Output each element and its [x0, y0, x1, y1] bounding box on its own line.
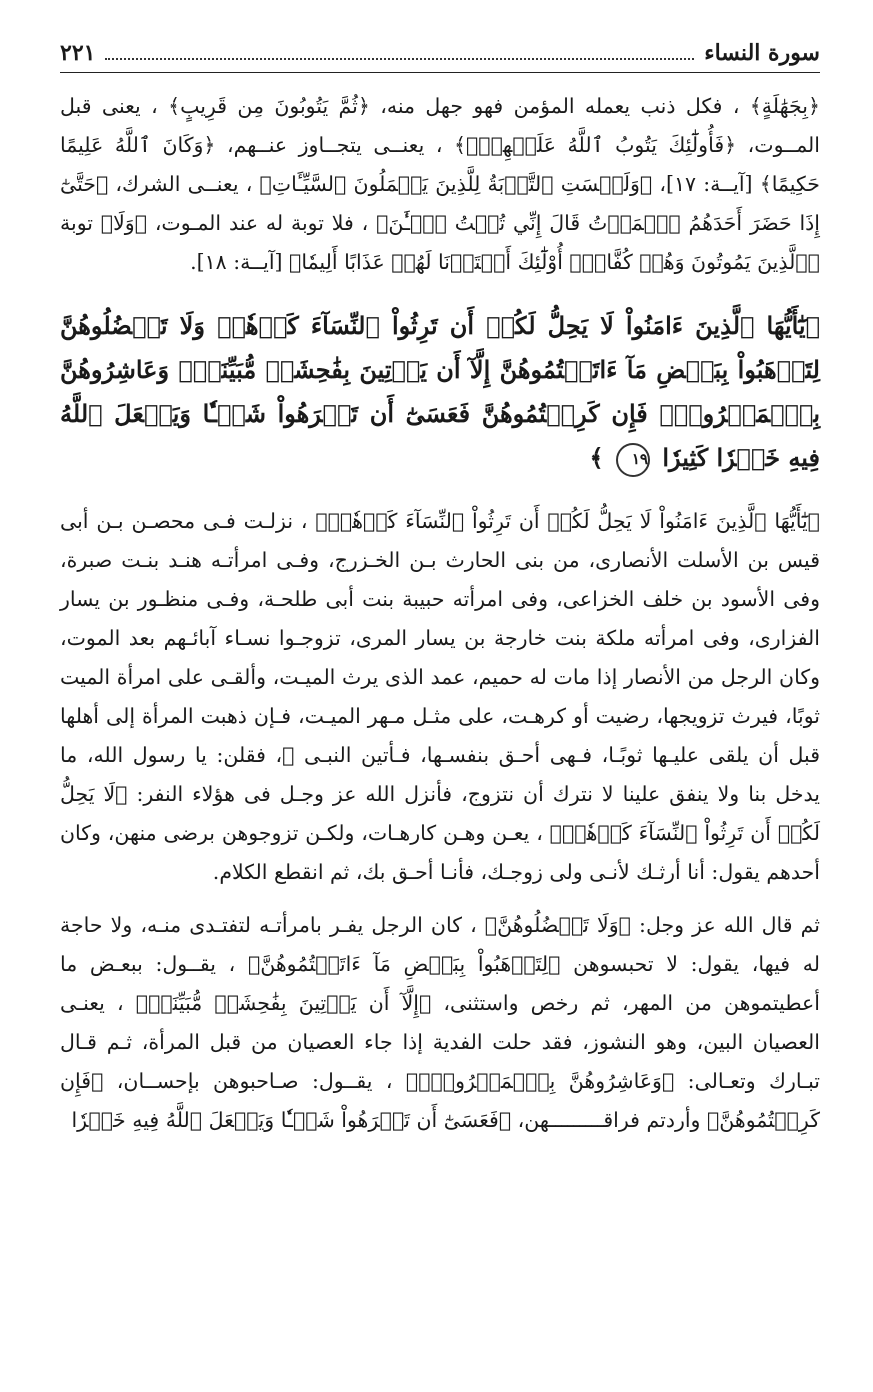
paragraph-2: ﴿يَٰٓأَيُّهَا ٱلَّذِينَ ءَامَنُواْ لَا يَحِلُّ لَكُمۡ أَن تَرِثُواْ ٱلنِّسَآءَ كَرۡهٗاۖ﴾ ، نزلـت فـى محصـن بـن أبى قيس بن الأسلت الأنصارى، من بنى الحارث بـن الخـزرج، وفـى امرأتـه هنـد بنـت صبرة، وفى الأسود بن خلف الخزاعى، وفى امرأته حبيبة بنت أبى طلحـة، وفـى منظـور بن يسار الفزارى، وفى امرأته ملكة بنت خارجة بن يسار المرى، تزوجـوا نسـاء آبائـهم بعد الموت، وكان الرجل من الأنصار إذا مات له حميم، عمد الذى يرث الميـت، وألقـى على امرأة الميت ثوبًا، فيرث تزويجها، رضيت أو كرهـت، على مثـل مـهر الميـت، فـإن ذهبت المرأة إلى أهلها قبل أن يلقى عليـها ثوبًـا، فـهى أحـق بنفسـها، فـأتين النبـى ﷺ، فقلن: يا رسول الله، ما يدخل بنا ولا ينفق علينا لا نترك أن نتزوج، فأنزل الله عز وجـل فى هؤلاء النفر: ﴿لَا يَحِلُّ لَكُمۡ أَن تَرِثُواْ ٱلنِّسَآءَ كَرۡهٗاۖ﴾ ، يعـن وهـن كارهـات، ولكـن تزوجوهن برضى منهن، وكان أحدهم يقول: أنا أرثـك لأنـى ولى زوجـك، فأنـا أحـق بك، ثم انقطع الكلام.	[60, 509, 820, 884]
page	[60, 40, 820, 1370]
page-number: ٢٢١	[60, 40, 96, 66]
running-header	[60, 40, 820, 73]
verse-number-badge: ١٩	[616, 443, 650, 477]
quran-verse-block	[60, 304, 820, 480]
paragraph-gap	[60, 892, 820, 906]
paragraph-3: ثم قال الله عز وجل: ﴿وَلَا تَعۡضُلُوهُنَّ﴾ ، كان الرجل يفـر بامرأتـه لتفتـدى منـه، ولا حاجة له فيها، يقول: لا تحبسوهن ﴿لِتَذۡهَبُواْ بِبَعۡضِ مَآ ءَاتَيۡتُمُوهُنَّ﴾ ، يقــول: ببعـض ما أعطيتموهن من المهر، ثم رخص واستثنى، ﴿إِلَّآ أَن يَأۡتِينَ بِفَٰحِشَةٖ مُّبَيِّنَةٖ﴾ ، يعنـى العصيان البين، وهو النشوز، فقد حلت الفدية إذا جاء العصيان من قبل المرأة، ثـم قـال تبـارك وتعـالى: ﴿وَعَاشِرُوهُنَّ بِٱلۡمَعۡرُوفِۚ﴾ ، يقــول: صـاحبوهن بإحســان، ﴿فَإِن كَرِهۡتُمُوهُنَّ﴾ وأردتم فراقـــــــــهن، ﴿فَعَسَىٰٓ أَن تَكۡرَهُواْ شَيۡـٔٗا وَيَجۡعَلَ ٱللَّهُ فِيهِ خَيۡرٗا	[60, 913, 820, 1132]
paragraph-1: ﴿بِجَهَٰلَةٍ﴾ ، فكل ذنب يعمله المؤمن فهو جهل منه، ﴿ثُمَّ يَتُوبُونَ مِن قَرِيبٍ﴾ ، يعنى قبل المــوت، ﴿فَأُولَٰٓئِكَ يَتُوبُ ٱللَّهُ عَلَيۡهِمۡۗ﴾ ، يعنــى يتجــاوز عنــهم، ﴿وَكَانَ ٱللَّهُ عَلِيمًا حَكِيمًا﴾ [آيــة: ١٧]، ﴿وَلَيۡسَتِ ٱلتَّوۡبَةُ لِلَّذِينَ يَعۡمَلُونَ ٱلسَّيِّـَٔاتِ﴾ ، يعنــى الشرك، ﴿حَتَّىٰٓ إِذَا حَضَرَ أَحَدَهُمُ ٱلۡمَوۡتُ قَالَ إِنِّي تُبۡتُ ٱلۡـَٰٔنَ﴾ ، فلا توبة له عند المـوت، ﴿وَلَا﴾ توبة ﴿ٱلَّذِينَ يَمُوتُونَ وَهُمۡ كُفَّارٌۚ أُوْلَٰٓئِكَ أَعۡتَدۡنَا لَهُمۡ عَذَابًا أَلِيمٗا﴾ [آيــة: ١٨].	[60, 94, 820, 274]
header-dot-leader	[105, 58, 694, 60]
surah-title: سورة النساء	[704, 40, 820, 66]
verse-text: ﴿يَٰٓأَيُّهَا ٱلَّذِينَ ءَامَنُواْ لَا يَحِلُّ لَكُمۡ أَن تَرِثُواْ ٱلنِّسَآءَ كَرۡهٗاۖ وَلَا تَعۡضُلُوهُنَّ لِتَذۡهَبُواْ بِبَعۡضِ مَآ ءَاتَيۡتُمُوهُنَّ إِلَّآ أَن يَأۡتِينَ بِفَٰحِشَةٖ مُّبَيِّنَةٖۚ وَعَاشِرُوهُنَّ بِٱلۡمَعۡرُوفِۚ فَإِن كَرِهۡتُمُوهُنَّ فَعَسَىٰٓ أَن تَكۡرَهُواْ شَيۡـٔٗا وَيَجۡعَلَ ٱللَّهُ فِيهِ خَيۡرٗا كَثِيرٗا	[60, 311, 820, 472]
verse-close-bracket: ﴾	[589, 443, 604, 472]
